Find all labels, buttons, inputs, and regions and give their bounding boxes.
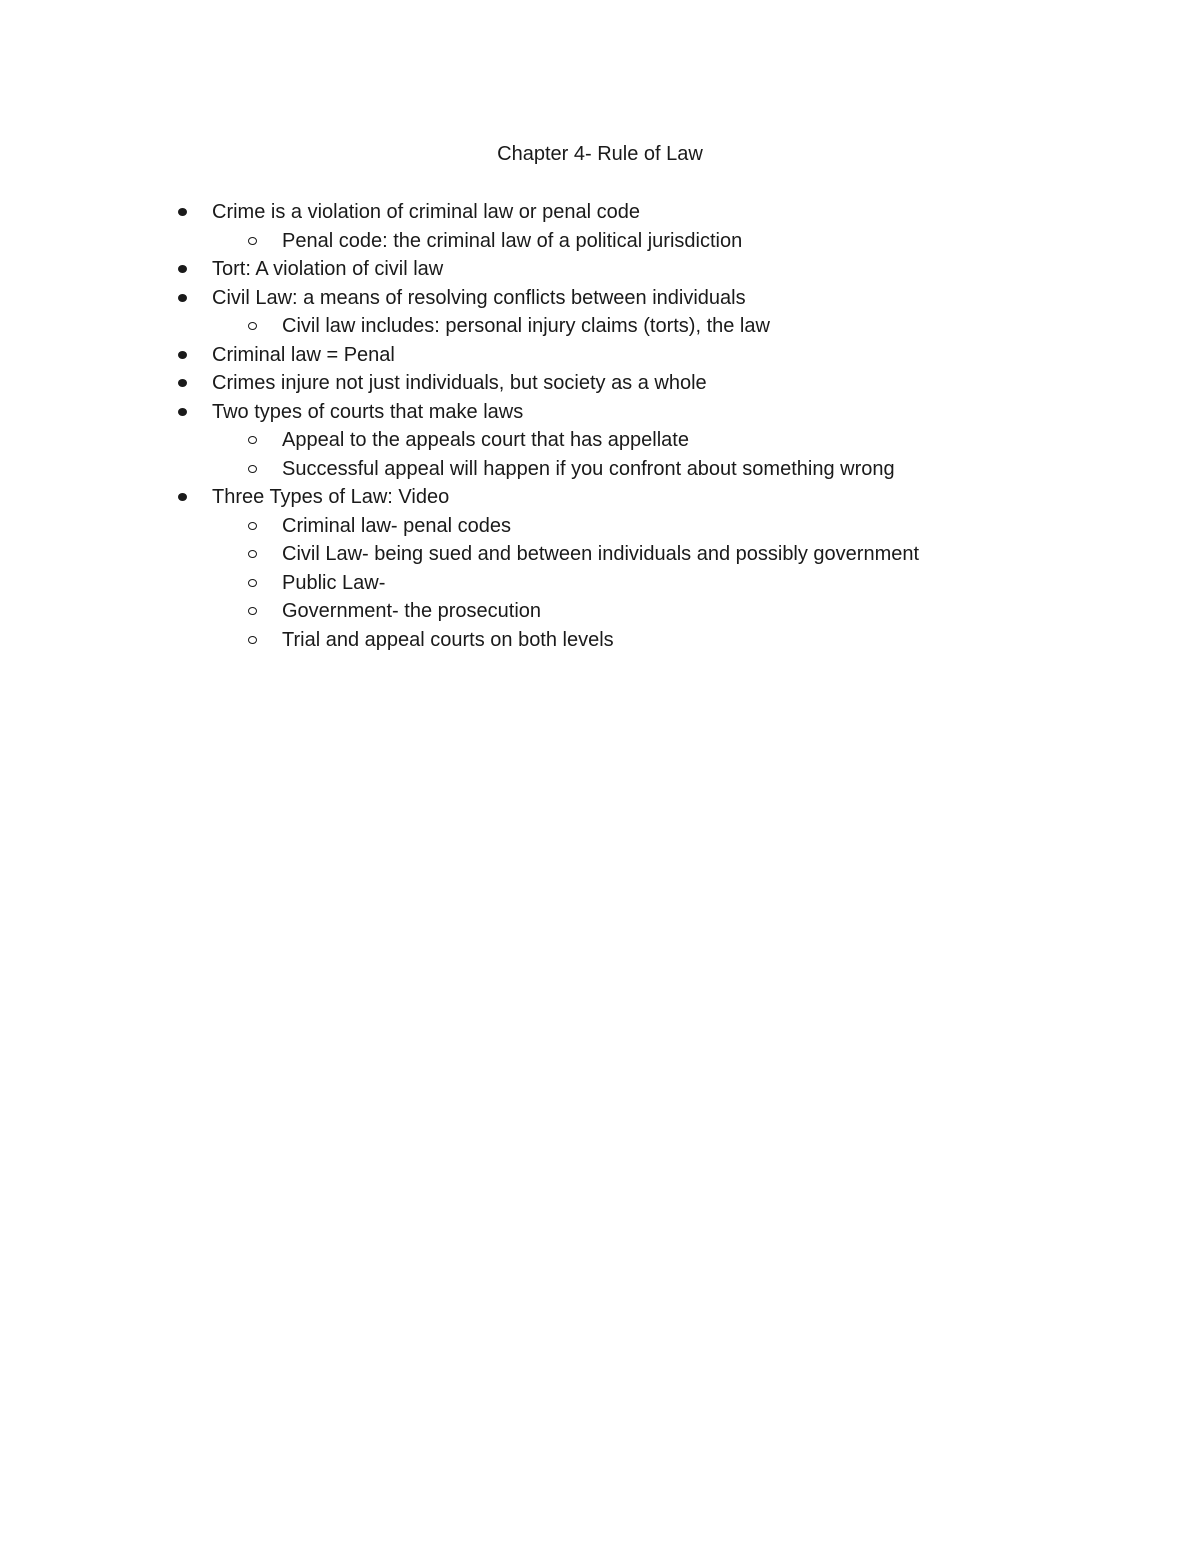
sub-list-item — [0, 455, 1200, 484]
list-item — [0, 284, 1200, 313]
list-item-text: Trial and appeal courts on both levels — [282, 628, 614, 651]
list-item-text: Civil Law: a means of resolving conflicts between individuals — [212, 286, 746, 309]
list-item-text: Two types of courts that make laws — [212, 400, 524, 423]
list-item-text: Crimes injure not just individuals, but society as a whole — [212, 372, 707, 394]
list-item-text: Penal code: the criminal law of a political jurisdiction — [282, 229, 743, 252]
sub-list-item — [0, 597, 1200, 626]
sub-list-item — [0, 227, 1200, 256]
list-item-text: Public Law- — [282, 571, 386, 594]
sub-list-item — [0, 540, 1200, 569]
list-item-text: Crime is a violation of criminal law or penal code — [212, 201, 640, 223]
list-item-text: Civil law includes: personal injury claims (torts), the law — [282, 315, 770, 337]
hollow-bullet-icon — [248, 522, 257, 530]
hollow-bullet-icon — [248, 436, 257, 444]
list-item-text: Successful appeal will happen if you confront about something wrong — [282, 457, 895, 480]
list-item — [0, 369, 1200, 398]
sub-list-item — [0, 569, 1200, 598]
hollow-bullet-icon — [248, 465, 257, 473]
list-item-text: Criminal law = Penal — [212, 343, 395, 366]
list-item-text: Government- the prosecution — [282, 600, 542, 622]
list-item-text: Tort: A violation of civil law — [212, 258, 444, 280]
list-item-text: Civil Law- being sued and between individuals and possibly government — [282, 543, 920, 565]
filled-bullet-icon — [178, 408, 187, 416]
sub-list-item — [0, 512, 1200, 541]
list-item-text: Criminal law- penal codes — [282, 514, 511, 537]
sub-list-item — [0, 626, 1200, 655]
list-item — [0, 255, 1200, 284]
hollow-bullet-icon — [248, 579, 257, 587]
filled-bullet-icon — [178, 351, 187, 359]
filled-bullet-icon — [178, 379, 187, 387]
filled-bullet-icon — [178, 208, 187, 216]
list-item-text: Three Types of Law: Video — [212, 486, 450, 508]
list-item — [0, 198, 1200, 227]
list-item — [0, 483, 1200, 512]
list-item — [0, 341, 1200, 370]
filled-bullet-icon — [178, 265, 187, 273]
filled-bullet-icon — [178, 294, 187, 302]
hollow-bullet-icon — [248, 237, 257, 245]
filled-bullet-icon — [178, 493, 187, 501]
hollow-bullet-icon — [248, 607, 257, 615]
list-item-text: Appeal to the appeals court that has appellate — [282, 429, 689, 451]
hollow-bullet-icon — [248, 550, 257, 558]
hollow-bullet-icon — [248, 636, 257, 644]
sub-list-item — [0, 426, 1200, 455]
bullet-list — [0, 198, 1200, 654]
sub-list-item — [0, 312, 1200, 341]
hollow-bullet-icon — [248, 322, 257, 330]
page-title: Chapter 4- Rule of Law — [497, 143, 703, 165]
list-item — [0, 398, 1200, 427]
